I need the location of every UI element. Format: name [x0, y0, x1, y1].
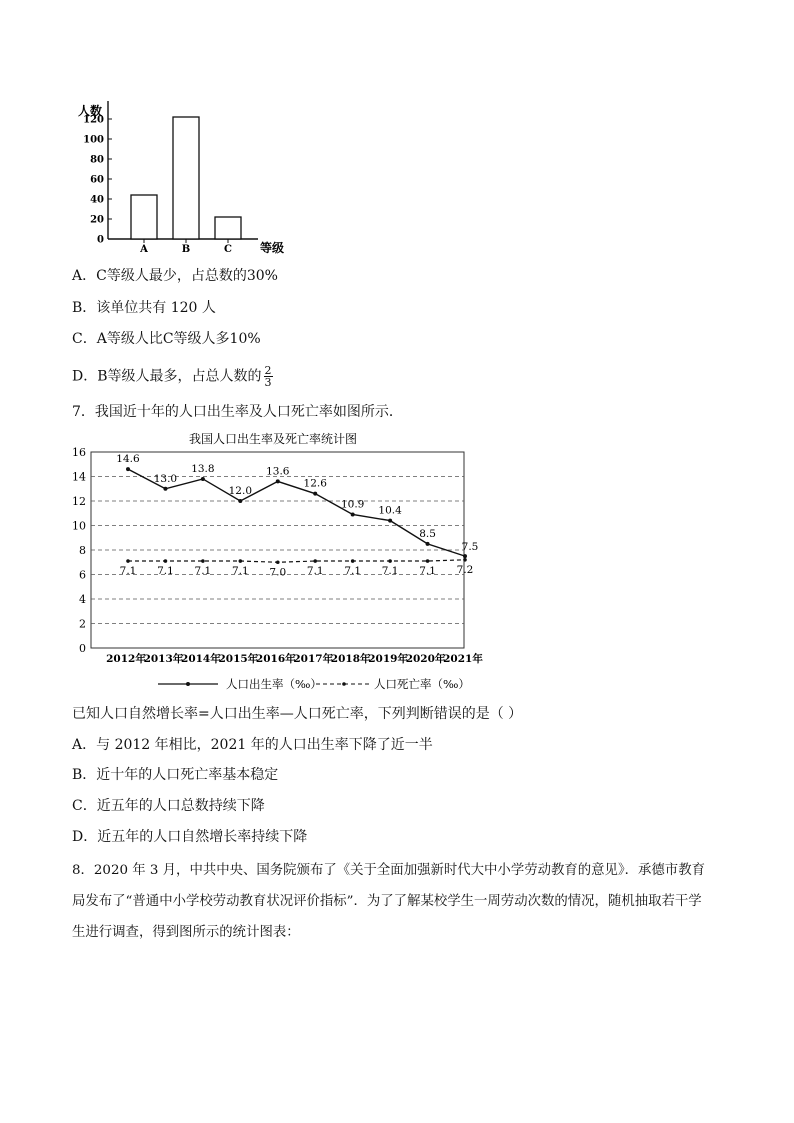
q6-option-d[interactable]: D．B等级人最多，占总人数的 $\frac{2}{3}$	[72, 364, 272, 389]
q6-option-a[interactable]: A．C等级人最少，占总数的30%	[72, 268, 278, 284]
y-tick-label: 120	[83, 114, 104, 126]
x-tick-label: B	[181, 244, 191, 255]
y-tick-label: 8	[79, 544, 86, 557]
x-tick-label: 2012年	[106, 653, 146, 665]
bar-chart	[70, 95, 300, 260]
birth-value-label: 7.5	[461, 541, 479, 554]
death-point	[126, 559, 130, 563]
birth-value-label: 8.5	[419, 527, 436, 540]
line-chart	[68, 428, 508, 700]
birth-point	[313, 492, 317, 496]
y-tick-label: 10	[72, 519, 86, 533]
death-point	[276, 560, 280, 564]
x-tick-label: 2014年	[181, 653, 221, 665]
series-death-line	[128, 560, 465, 562]
birth-point	[276, 479, 280, 483]
death-value-label: 7.1	[194, 565, 212, 578]
legend-birth-marker	[186, 682, 190, 686]
death-value-label: 7.2	[456, 563, 474, 576]
x-tick-label: 2015年	[218, 653, 259, 665]
x-axis-label: 等级	[260, 241, 285, 255]
q8-line-3: 生进行调查，得到图所示的统计图表：	[72, 925, 300, 940]
death-point	[239, 559, 243, 563]
q7-question: 已知人口自然增长率=人口出生率—人口死亡率，下列判断错误的是（ ）	[72, 706, 523, 722]
y-tick-label: 20	[90, 214, 104, 226]
death-value-label: 7.1	[381, 565, 399, 578]
x-tick-label: C	[224, 244, 232, 255]
x-tick-label: 2017年	[293, 653, 334, 665]
death-point	[463, 558, 467, 562]
death-value-label: 7.1	[419, 565, 436, 578]
y-tick-label: 100	[83, 134, 104, 146]
y-tick-label: 0	[79, 642, 86, 655]
q7-option-d[interactable]: D．近五年的人口自然增长率持续下降	[72, 829, 308, 845]
birth-value-label: 13.6	[266, 465, 290, 478]
q8-line-2: 局发布了“普通中小学校劳动教育状况评价指标”．为了了解某校学生一周劳动次数的情况，随机抽取若干学	[72, 894, 702, 909]
y-axis-label: 人数	[78, 104, 103, 118]
birth-value-label: 13.8	[191, 462, 215, 475]
q8-line-1: 8．2020 年 3 月，中共中央、国务院颁布了《关于全面加强新时代大中小学劳动教育的意见》．承德市教育	[72, 863, 705, 878]
birth-value-label: 12.0	[228, 485, 253, 497]
x-tick-label: 2016年	[255, 653, 296, 665]
y-tick-label: 0	[97, 234, 104, 246]
death-point	[388, 559, 392, 563]
x-tick-label: 2013年	[143, 653, 184, 665]
birth-point	[201, 477, 205, 481]
x-tick-label: 2019年	[368, 653, 408, 665]
q7-option-c[interactable]: C．近五年的人口总数持续下降	[72, 798, 265, 814]
death-value-label: 7.0	[269, 566, 287, 579]
q7-stem: 7．我国近十年的人口出生率及人口死亡率如图所示．	[72, 404, 403, 420]
legend-death-label: 人口死亡率（‰）	[374, 677, 470, 691]
birth-value-label: 10.9	[340, 498, 365, 511]
birth-value-label: 12.6	[303, 477, 327, 490]
birth-point	[463, 554, 467, 558]
bar-a	[131, 195, 157, 239]
y-tick-label: 40	[90, 194, 104, 206]
birth-value-label: 10.4	[378, 504, 402, 517]
y-tick-label: 60	[90, 174, 104, 186]
chart-title: 我国人口出生率及死亡率统计图	[188, 432, 358, 446]
y-tick-label: 4	[79, 593, 86, 606]
legend-birth-label: 人口出生率（‰）	[226, 677, 322, 691]
birth-point	[351, 512, 355, 516]
death-point	[351, 559, 355, 563]
death-point	[164, 559, 168, 563]
birth-point	[126, 467, 130, 471]
y-tick-label: 80	[90, 154, 104, 166]
y-tick-label: 12	[72, 495, 86, 508]
birth-value-label: 13.0	[153, 472, 178, 485]
bar-c	[215, 217, 241, 239]
death-point	[313, 559, 317, 563]
x-tick-label: 2021年	[443, 653, 483, 665]
y-tick-label: 2	[79, 617, 86, 631]
y-tick-label: 6	[79, 568, 86, 582]
y-tick-label: 16	[72, 446, 86, 459]
x-tick-label: 2018年	[330, 653, 371, 665]
death-value-label: 7.1	[119, 565, 137, 578]
q7-option-a[interactable]: A．与 2012 年相比，2021 年的人口出生率下降了近一半	[72, 737, 433, 753]
birth-point	[426, 542, 430, 546]
legend-death-marker	[342, 682, 346, 686]
bar-b	[173, 117, 199, 239]
y-tick-label: 14	[72, 470, 86, 484]
death-point	[426, 559, 430, 563]
x-tick-label: 2020年	[405, 653, 446, 665]
birth-point	[163, 487, 167, 491]
q7-option-b[interactable]: B．近十年的人口死亡率基本稳定	[72, 767, 279, 783]
x-tick-label: A	[140, 244, 148, 255]
death-value-label: 7.1	[306, 565, 324, 578]
series-birth-line	[128, 469, 465, 556]
death-value-label: 7.1	[231, 565, 249, 578]
birth-point	[238, 499, 242, 503]
q6-option-c[interactable]: C．A等级人比C等级人多10%	[72, 331, 261, 347]
death-point	[201, 559, 205, 563]
death-value-label: 7.1	[344, 565, 362, 578]
birth-value-label: 14.6	[116, 453, 140, 466]
death-value-label: 7.1	[157, 565, 174, 578]
fraction: $\frac{2}{3}$	[264, 364, 272, 389]
birth-point	[388, 519, 392, 523]
q6-option-b[interactable]: B．该单位共有 120 人	[72, 300, 216, 316]
